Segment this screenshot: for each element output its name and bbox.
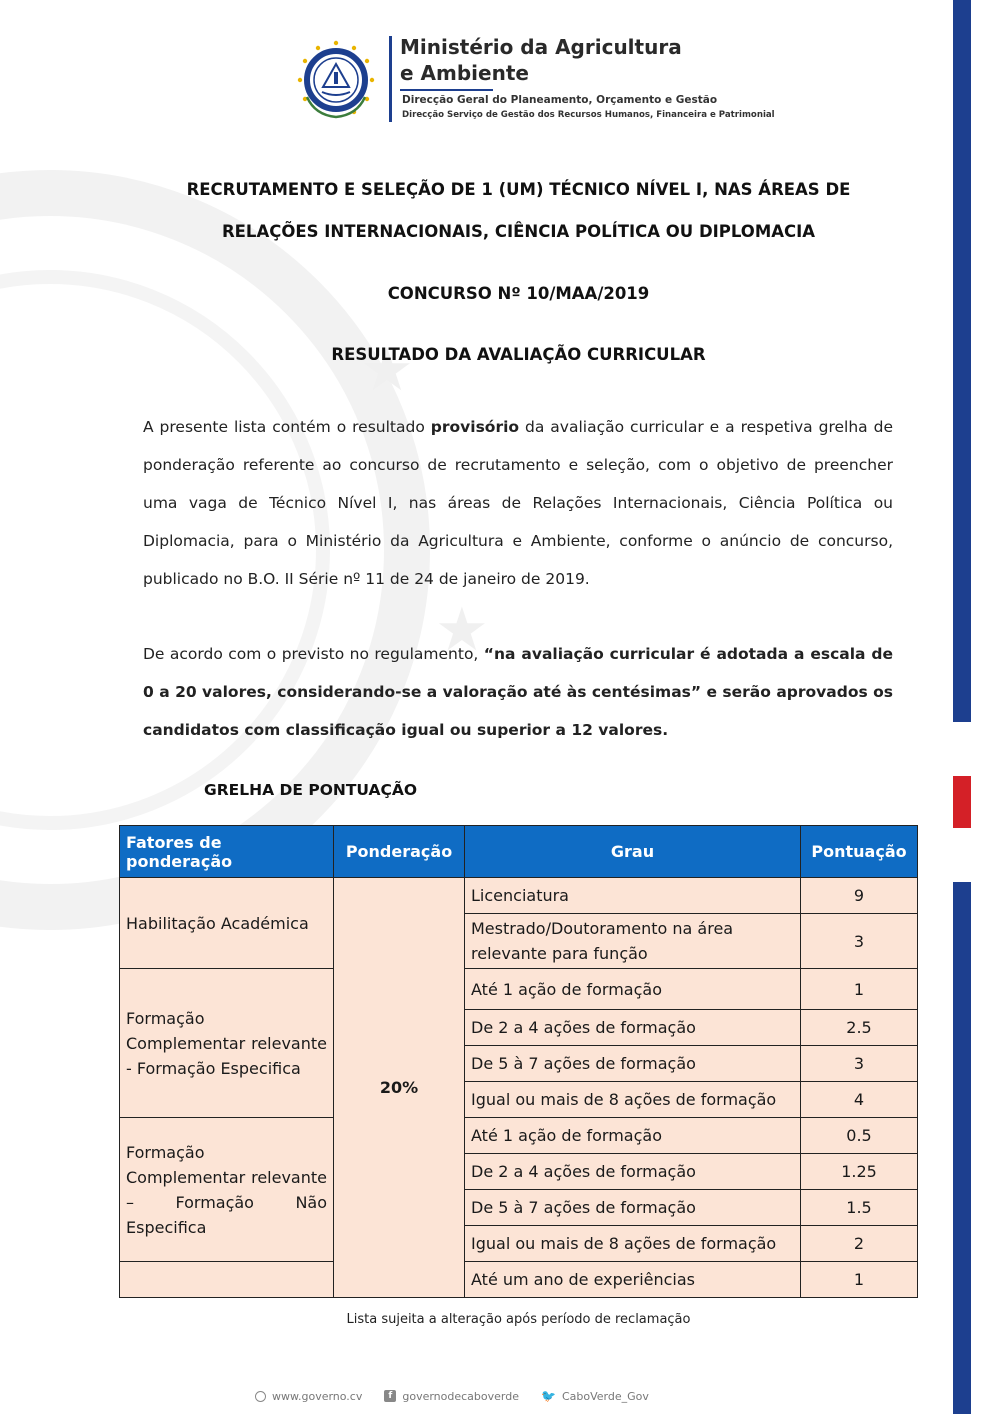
pontuacao-cell: 1 xyxy=(801,1262,918,1298)
scoring-grid-table xyxy=(119,825,918,1298)
pontuacao-cell: 3 xyxy=(801,914,918,969)
regulation-text-bold: “na avaliação curricular é adotada a escala de 0 a 20 valores, considerando-se a valoração até às centésimas” e serão aprovados os candidatos com classificação igual ou superior a 12 valores. xyxy=(143,645,893,739)
footer-facebook[interactable]: governodecaboverde xyxy=(402,1389,519,1403)
regulation-text-start: De acordo com o previsto no regulamento, xyxy=(143,645,484,663)
header-ponderacao: Ponderação xyxy=(334,826,465,878)
regulation-paragraph xyxy=(143,635,893,749)
direction-service: Direcção Serviço de Gestão dos Recursos Humanos, Financeira e Patrimonial xyxy=(402,110,775,120)
header-divider xyxy=(389,36,392,122)
globe-icon xyxy=(255,1391,266,1402)
table-row xyxy=(120,969,918,1010)
grau-cell: Licenciatura xyxy=(465,878,801,914)
footer xyxy=(255,1389,649,1403)
document-title-line-1: RECRUTAMENTO E SELEÇÃO DE 1 (UM) TÉCNICO NÍVEL I, NAS ÁREAS DE xyxy=(186,180,851,199)
edge-bar-blue-bottom xyxy=(953,882,971,1414)
grau-cell: Até 1 ação de formação xyxy=(465,1118,801,1154)
footer-twitter[interactable]: CaboVerde_Gov xyxy=(561,1389,649,1403)
grid-title: GRELHA DE PONTUAÇÃO xyxy=(204,781,418,799)
grau-cell: Até 1 ação de formação xyxy=(465,969,801,1010)
pontuacao-cell: 9 xyxy=(801,878,918,914)
table-row xyxy=(120,1262,918,1298)
pontuacao-cell: 1.5 xyxy=(801,1190,918,1226)
intro-text-end: da avaliação curricular e a respetiva grelha de ponderação referente ao concurso de recrutamento e seleção, com o objetivo de preencher uma vaga de Técnico Nível I, nas áreas de Relações Internacionais, Ciência Política ou Diplomacia, para o Ministério da Agricultura e Ambiente, conforme o anúncio de concurso, publicado no B.O. II Série nº 11 de 24 de janeiro de 2019. xyxy=(143,418,893,588)
fator-cell: Formação Complementar relevante – Formação Não Especifica xyxy=(120,1118,334,1262)
concurso-number: CONCURSO Nº 10/MAA/2019 xyxy=(387,284,650,303)
facebook-icon: f xyxy=(384,1390,396,1402)
document-title-line-2: RELAÇÕES INTERNACIONAIS, CIÊNCIA POLÍTICA OU DIPLOMACIA xyxy=(221,222,816,241)
table-row xyxy=(120,1118,918,1154)
pontuacao-cell: 2.5 xyxy=(801,1010,918,1046)
grau-cell: Igual ou mais de 8 ações de formação xyxy=(465,1082,801,1118)
header-pontuacao: Pontuação xyxy=(801,826,918,878)
header-rule xyxy=(400,89,493,91)
intro-paragraph xyxy=(143,408,893,598)
result-title: RESULTADO DA AVALIAÇÃO CURRICULAR xyxy=(331,345,706,364)
pontuacao-cell: 1 xyxy=(801,969,918,1010)
pontuacao-cell: 4 xyxy=(801,1082,918,1118)
twitter-icon: 🐦 xyxy=(541,1389,556,1403)
grau-cell: De 5 à 7 ações de formação xyxy=(465,1046,801,1082)
grau-cell: De 2 a 4 ações de formação xyxy=(465,1154,801,1190)
ponderacao-cell: 20% xyxy=(334,878,465,1298)
footnote: Lista sujeita a alteração após período de reclamação xyxy=(346,1312,691,1327)
footer-website[interactable]: www.governo.cv xyxy=(272,1389,363,1403)
pontuacao-cell: 0.5 xyxy=(801,1118,918,1154)
grau-cell: De 5 à 7 ações de formação xyxy=(465,1190,801,1226)
fator-cell: Formação Complementar relevante - Formação Especifica xyxy=(120,969,334,1118)
grau-cell: Igual ou mais de 8 ações de formação xyxy=(465,1226,801,1262)
grau-cell: Mestrado/Doutoramento na área relevante para função xyxy=(465,914,801,969)
coat-of-arms-icon xyxy=(293,37,379,123)
fator-cell: Habilitação Académica xyxy=(120,878,334,969)
pontuacao-cell: 3 xyxy=(801,1046,918,1082)
grau-cell: De 2 a 4 ações de formação xyxy=(465,1010,801,1046)
edge-bar-red xyxy=(953,776,971,828)
grau-cell: Até um ano de experiências xyxy=(465,1262,801,1298)
ministry-line-1: Ministério da Agricultura xyxy=(400,35,682,59)
fator-cell-empty xyxy=(120,1262,334,1298)
edge-bar-blue-top xyxy=(953,0,971,722)
header-grau: Grau xyxy=(465,826,801,878)
ministry-line-2: e Ambiente xyxy=(400,61,529,85)
direction-general: Direcção Geral do Planeamento, Orçamento e Gestão xyxy=(402,94,718,106)
table-row xyxy=(120,878,918,914)
pontuacao-cell: 1.25 xyxy=(801,1154,918,1190)
pontuacao-cell: 2 xyxy=(801,1226,918,1262)
ministry-name xyxy=(400,34,682,86)
intro-text-bold: provisório xyxy=(430,418,520,436)
watermark-star-icon: ★ xyxy=(360,335,414,405)
intro-text-start: A presente lista contém o resultado xyxy=(143,418,431,436)
watermark-star-icon: ★ xyxy=(435,595,489,665)
header-fatores: Fatores de ponderação xyxy=(120,826,334,878)
